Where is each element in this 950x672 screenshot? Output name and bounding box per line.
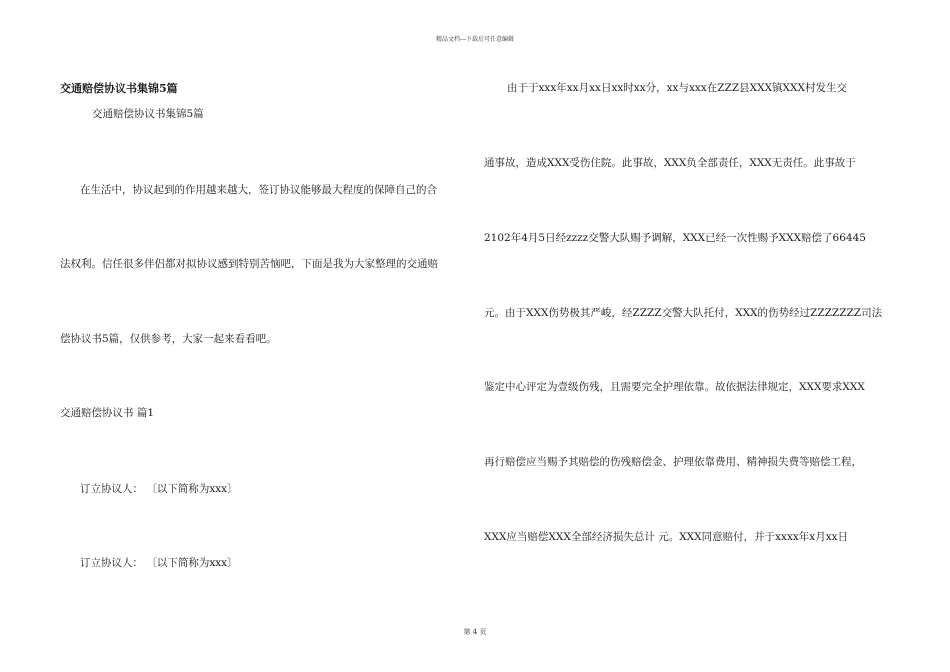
body-line-2: 通事故，造成XXX受伤住院。此事故，XXX负全部责任，XXX无责任。此事故于 [484, 157, 856, 169]
body-line-6: 再行赔偿应当赐予其赔偿的伤残赔偿金、护理依靠费用、精神损失费等赔偿工程， [484, 456, 862, 468]
body-line-7: XXX应当赔偿XXX全部经济损失总计 元。XXX同意赔付，并于xxxx年x月xx日 [484, 531, 849, 543]
section-heading: 交通赔偿协议书 篇1 [60, 407, 155, 419]
party-line-1: 订立协议人： 〔以下简称为xxx〕 [80, 483, 238, 495]
body-line-4: 元。由于XXX伤势极其严峻，经ZZZZ交警大队托付，XXX的伤势经过ZZZZZZZ司法 [484, 307, 883, 319]
body-line-1: 由于于xxx年xx月xx日xx时xx分，xx与xxx在ZZZ县XXX镇XXX村发生交 [507, 82, 847, 94]
intro-line-1: 在生活中，协议起到的作用越来越大，签订协议能够最大程度的保障自己的合 [80, 184, 437, 196]
body-line-3: 2102年4月5日经zzzz交警大队赐予调解，XXX已经一次性赐予XXX赔偿了66445 [484, 232, 866, 244]
body-line-5: 鉴定中心评定为壹级伤残，且需要完全护理依靠。故依据法律规定，XXX要求XXX [484, 381, 865, 393]
page-number: 第 4 页 [463, 628, 487, 636]
intro-line-3: 偿协议书5篇，仅供参考，大家一起来看看吧。 [60, 333, 277, 345]
intro-line-2: 法权利。信任很多伴侣都对拟协议感到特别苦恼吧，下面是我为大家整理的交通赔 [60, 258, 438, 270]
document-title: 交通赔偿协议书集锦5篇 [60, 82, 178, 95]
page-header: 精品文档---下载后可任意编辑 [435, 36, 515, 43]
document-subtitle: 交通赔偿协议书集锦5篇 [92, 108, 204, 120]
party-line-2: 订立协议人： 〔以下简称为xxx〕 [80, 557, 238, 569]
